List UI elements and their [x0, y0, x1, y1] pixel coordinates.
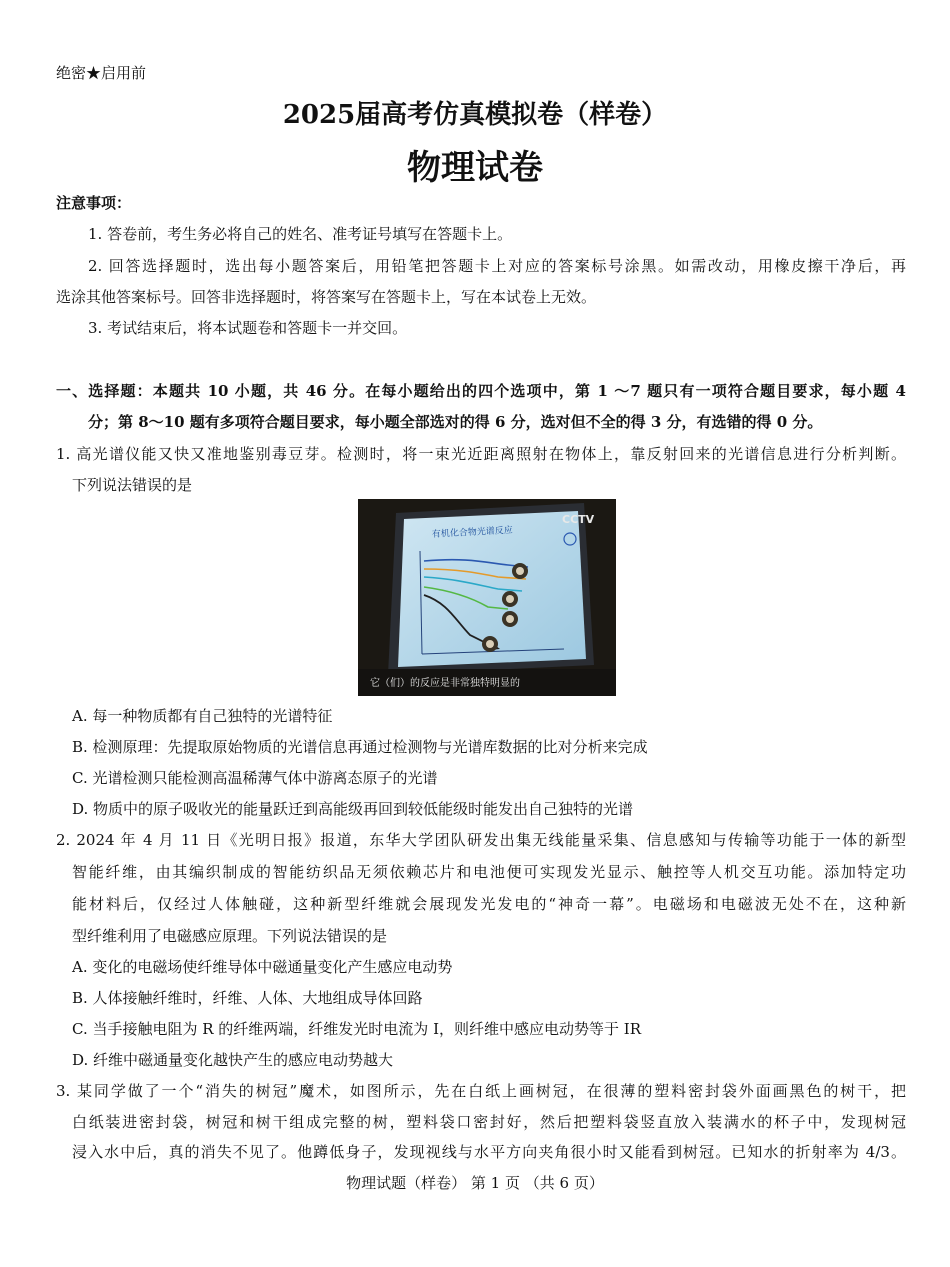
question-2-stem-line-2: 智能纤维，由其编织制成的智能纺织品无须依赖芯片和电池便可实现发光显示、触控等人机交互功能。添加特定功 — [72, 863, 906, 881]
question-2-option-c: C. 当手接触电阻为 R 的纤维两端，纤维发光时电流为 I，则纤维中感应电动势等于 IR — [72, 1020, 641, 1038]
notes-heading: 注意事项： — [56, 194, 132, 212]
question-1-photo — [358, 499, 616, 696]
question-1-option-c: C. 光谱检测只能检测高温稀薄气体中游离态原子的光谱 — [72, 769, 438, 787]
question-3-stem-line-3: 浸入水中后，真的消失不见了。他蹲低身子，发现视线与水平方向夹角很小时又能看到树冠。已知水的折射率为 4/3。 — [72, 1143, 906, 1161]
question-3-stem-line-2: 白纸装进密封袋，树冠和树干组成完整的树，塑料袋口密封好，然后把塑料袋竖直放入装满水的杯子中，发现树冠 — [72, 1113, 906, 1131]
question-1-option-d: D. 物质中的原子吸收光的能量跃迁到高能级再回到较低能级时能发出自己独特的光谱 — [72, 800, 634, 818]
question-1-stem-line-1: 1. 高光谱仪能又快又准地鉴别毒豆芽。检测时，将一束光近距离照射在物体上，靠反射回来的光谱信息进行分析判断。 — [56, 445, 906, 463]
question-2-option-a: A. 变化的电磁场使纤维导体中磁通量变化产生感应电动势 — [72, 958, 453, 976]
cctv-logo: CCTV — [562, 513, 595, 526]
question-2-option-b: B. 人体接触纤维时，纤维、人体、大地组成导体回路 — [72, 989, 423, 1007]
question-1-option-a: A. 每一种物质都有自己独特的光谱特征 — [72, 707, 333, 725]
question-2-stem-line-1: 2. 2024 年 4 月 11 日《光明日报》报道，东华大学团队研发出集无线能量采集、信息感知与传输等功能于一体的新型 — [56, 831, 906, 849]
question-2-stem-line-3: 能材料后，仅经过人体触碰，这种新型纤维就会展现发光发电的“神奇一幕”。电磁场和电磁波无处不在，这种新 — [72, 895, 906, 913]
confidential-mark: 绝密★启用前 — [56, 64, 147, 82]
subject-title: 物理试卷 — [407, 148, 543, 188]
page-footer: 物理试题（样卷） 第 1 页 （共 6 页） — [346, 1174, 604, 1192]
question-2-option-d: D. 纤维中磁通量变化越快产生的感应电动势越大 — [72, 1051, 394, 1069]
question-1-option-b: B. 检测原理：先提取原始物质的光谱信息再通过检测物与光谱库数据的比对分析来完成 — [72, 738, 648, 756]
section-heading-line-1: 一、选择题：本题共 10 小题，共 46 分。在每小题给出的四个选项中，第 1 ～7 题只有一项符合题目要求，每小题 4 — [56, 382, 906, 400]
photo-caption: 它（们）的反应是非常独特明显的 — [370, 678, 520, 689]
note-item-3: 3. 考试结束后，将本试题卷和答题卡一并交回。 — [88, 319, 408, 337]
section-heading-line-2: 分；第 8～10 题有多项符合题目要求，每小题全部选对的得 6 分，选对但不全的得 3 分，有选错的得 0 分。 — [88, 413, 823, 431]
note-item-2-line-2: 选涂其他答案标号。回答非选择题时，将答案写在答题卡上，写在本试卷上无效。 — [56, 288, 597, 306]
exam-title: 2025届高考仿真模拟卷（样卷） — [282, 100, 668, 130]
photo-screen-title: 有机化合物光谱反应 — [431, 525, 514, 540]
question-1-stem-line-2: 下列说法错误的是 — [72, 476, 193, 494]
question-3-stem-line-1: 3. 某同学做了一个“消失的树冠”魔术，如图所示，先在白纸上画树冠，在很薄的塑料密封袋外面画黑色的树干，把 — [56, 1082, 906, 1100]
note-item-2-line-1: 2. 回答选择题时，选出每小题答案后，用铅笔把答题卡上对应的答案标号涂黑。如需改动，用橡皮擦干净后，再 — [88, 257, 906, 275]
question-2-stem-line-4: 型纤维利用了电磁感应原理。下列说法错误的是 — [72, 927, 388, 945]
note-item-1: 1. 答卷前，考生务必将自己的姓名、准考证号填写在答题卡上。 — [88, 225, 513, 243]
